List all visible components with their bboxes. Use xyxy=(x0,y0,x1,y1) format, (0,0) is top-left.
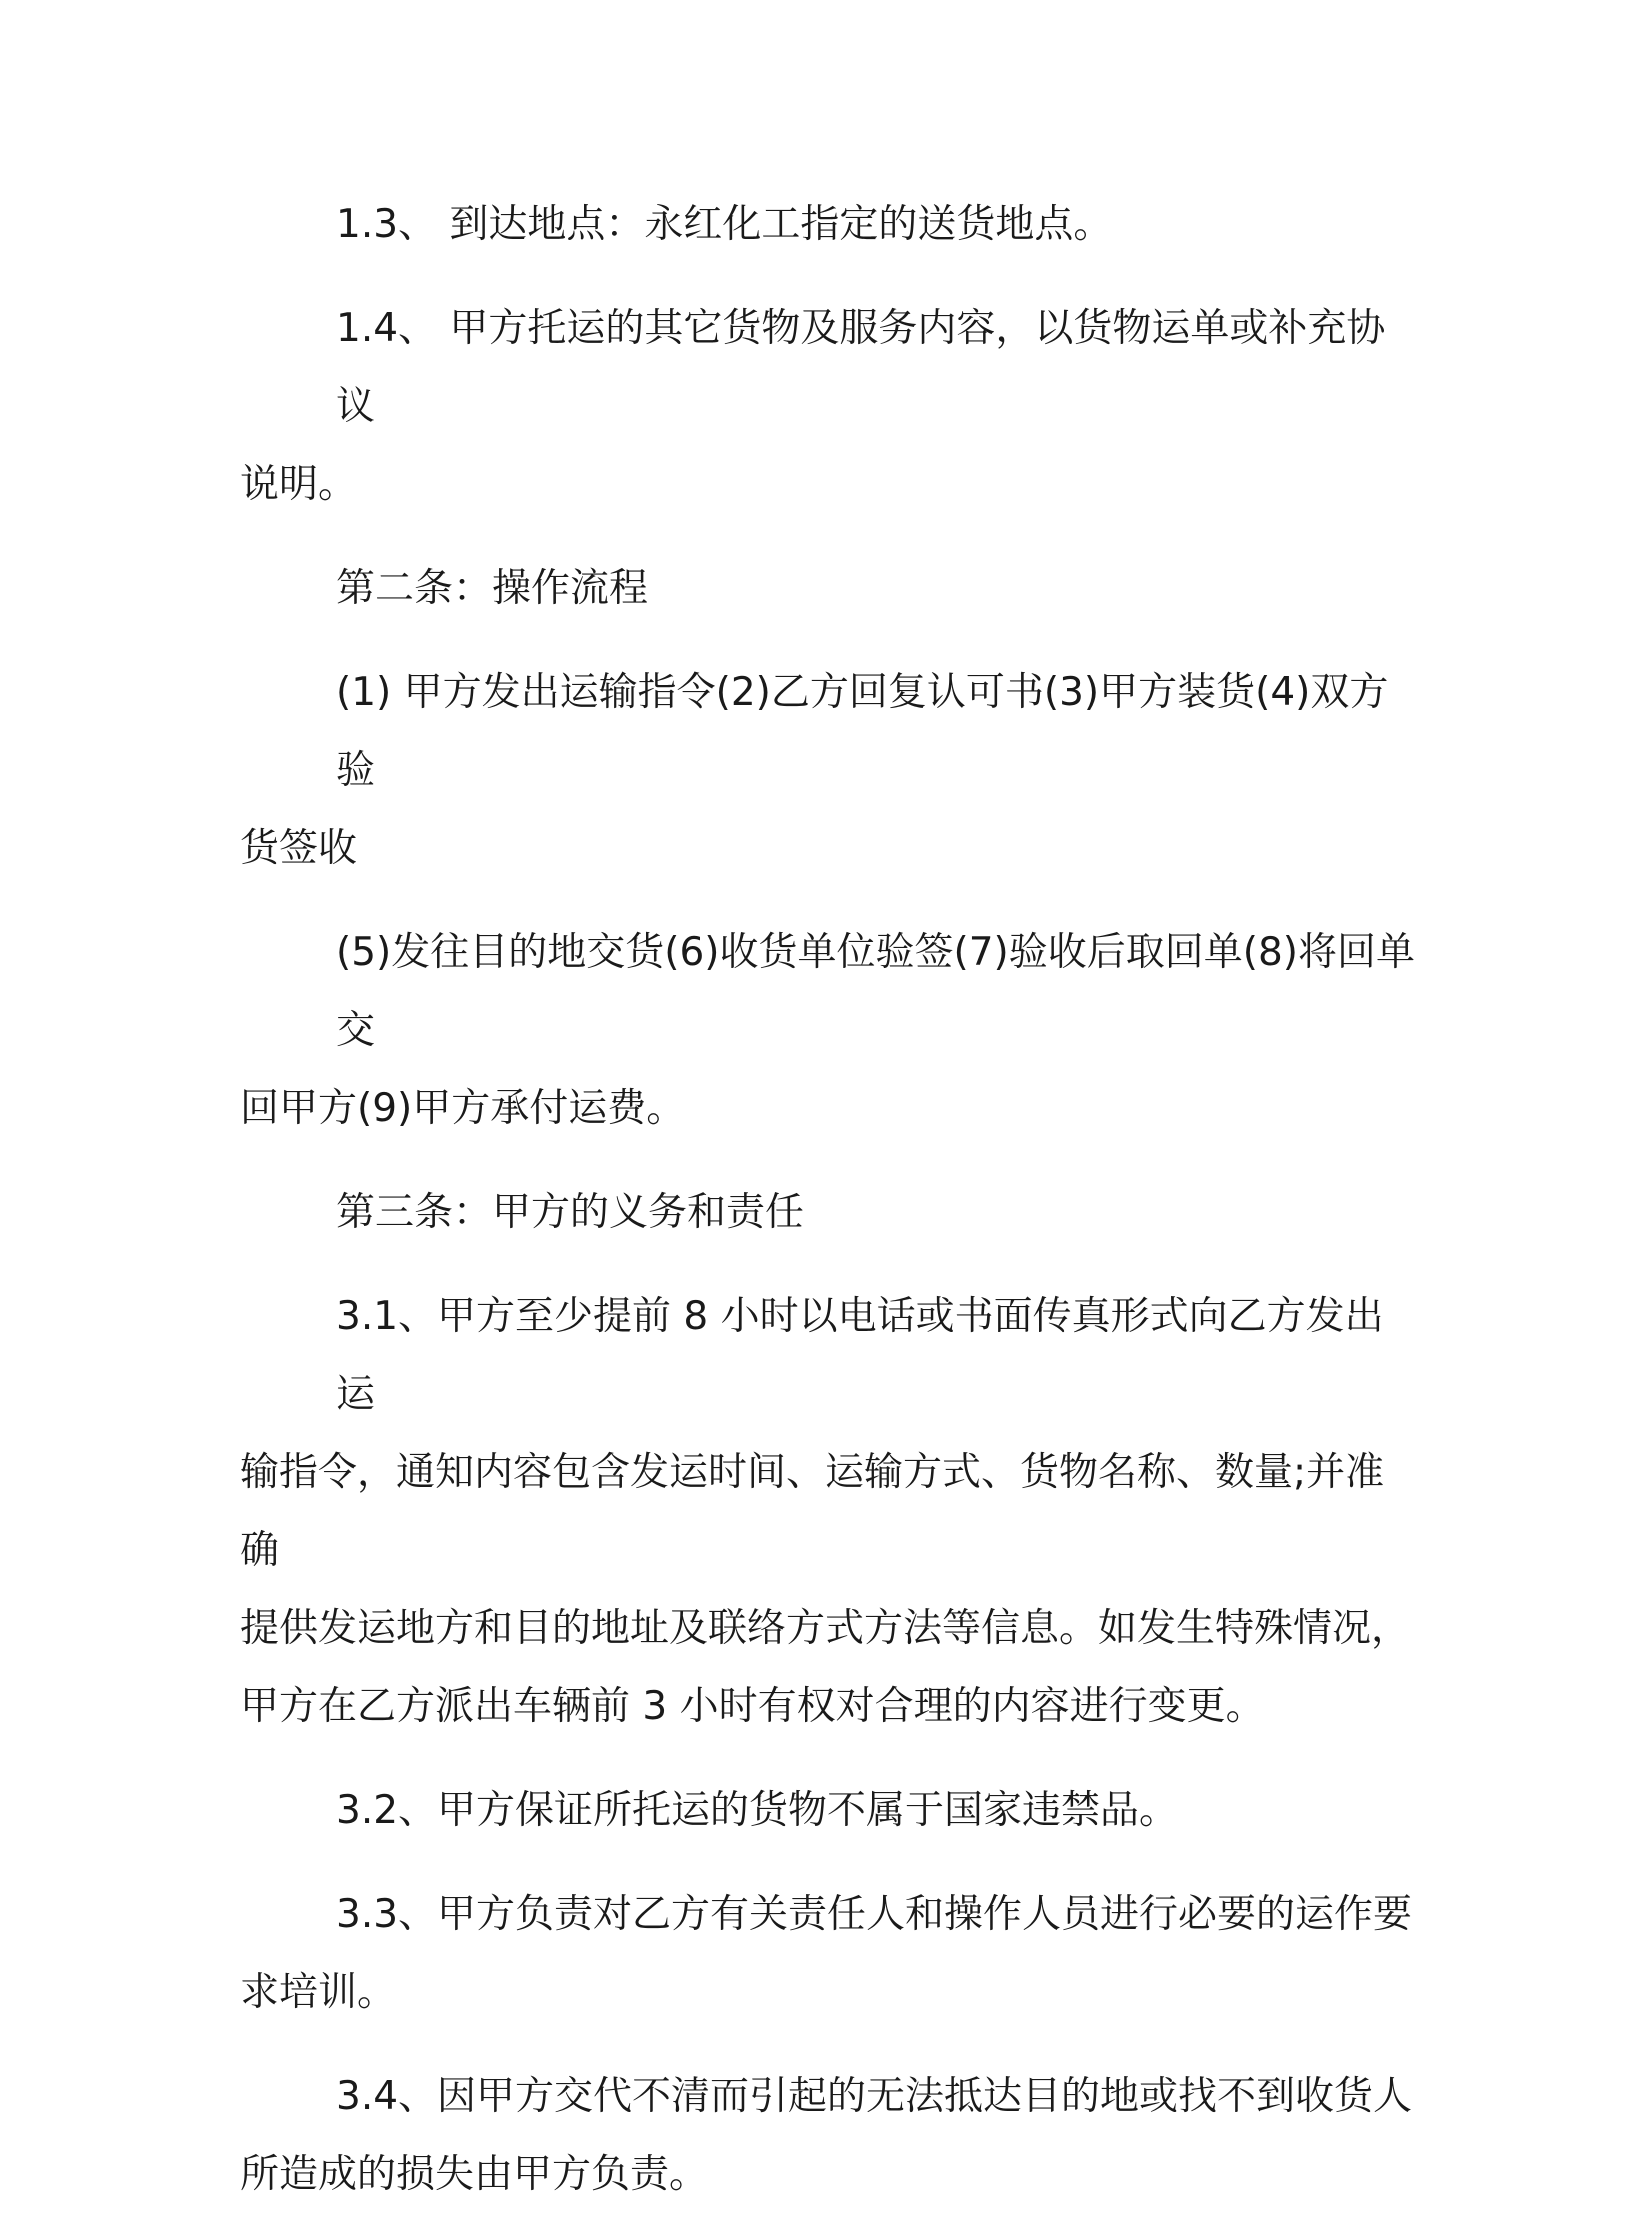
process-steps-2-line-1: (5)发往目的地交货(6)收货单位验签(7)验收后取回单(8)将回单交 xyxy=(336,930,1415,1053)
clause-3-1-line-3: 提供发运地方和目的地址及联络方式方法等信息。如发生特殊情况， xyxy=(240,1606,1411,1651)
clause-3-3-line-1: 3.3、甲方负责对乙方有关责任人和操作人员进行必要的运作要 xyxy=(336,1892,1413,1937)
clause-3-2 xyxy=(240,1772,1420,1850)
article-3-heading-text: 第三条：甲方的义务和责任 xyxy=(336,1190,805,1235)
article-2-heading-text: 第二条：操作流程 xyxy=(336,566,649,611)
clause-3-2-line-1: 3.2、甲方保证所托运的货物不属于国家违禁品。 xyxy=(336,1788,1179,1833)
clause-3-4-line-2: 所造成的损失由甲方负责。 xyxy=(240,2152,709,2197)
process-steps-1-line-2: 货签收 xyxy=(240,826,358,871)
process-steps-1-line-1: (1) 甲方发出运输指令(2)乙方回复认可书(3)甲方装货(4)双方验 xyxy=(336,670,1389,793)
article-3-heading xyxy=(240,1174,1420,1252)
process-steps-2 xyxy=(240,914,1420,1148)
clause-3-4-line-1: 3.4、因甲方交代不清而引起的无法抵达目的地或找不到收货人 xyxy=(336,2074,1413,2119)
clause-3-3 xyxy=(240,1876,1420,2032)
process-steps-2-line-2: 回甲方(9)甲方承付运费。 xyxy=(240,1086,686,1131)
clause-3-3-line-2: 求培训。 xyxy=(240,1970,397,2015)
clause-3-1-line-4: 甲方在乙方派出车辆前 3 小时有权对合理的内容进行变更。 xyxy=(240,1684,1265,1729)
clause-1-4-line-1: 1.4、 甲方托运的其它货物及服务内容，以货物运单或补充协议 xyxy=(336,306,1386,429)
clause-1-4 xyxy=(240,290,1420,524)
clause-1-3 xyxy=(240,186,1420,264)
clause-3-1-line-1: 3.1、甲方至少提前 8 小时以电话或书面传真形式向乙方发出运 xyxy=(336,1294,1384,1417)
clause-3-1 xyxy=(240,1278,1420,1746)
clause-3-4 xyxy=(240,2058,1420,2214)
clause-1-4-line-2: 说明。 xyxy=(240,462,358,507)
document-body xyxy=(240,186,1420,2240)
article-2-heading xyxy=(240,550,1420,628)
clause-1-3-line-1: 1.3、 到达地点：永红化工指定的送货地点。 xyxy=(336,202,1113,247)
process-steps-1 xyxy=(240,654,1420,888)
clause-3-1-line-2: 输指令，通知内容包含发运时间、运输方式、货物名称、数量;并准确 xyxy=(240,1450,1385,1573)
